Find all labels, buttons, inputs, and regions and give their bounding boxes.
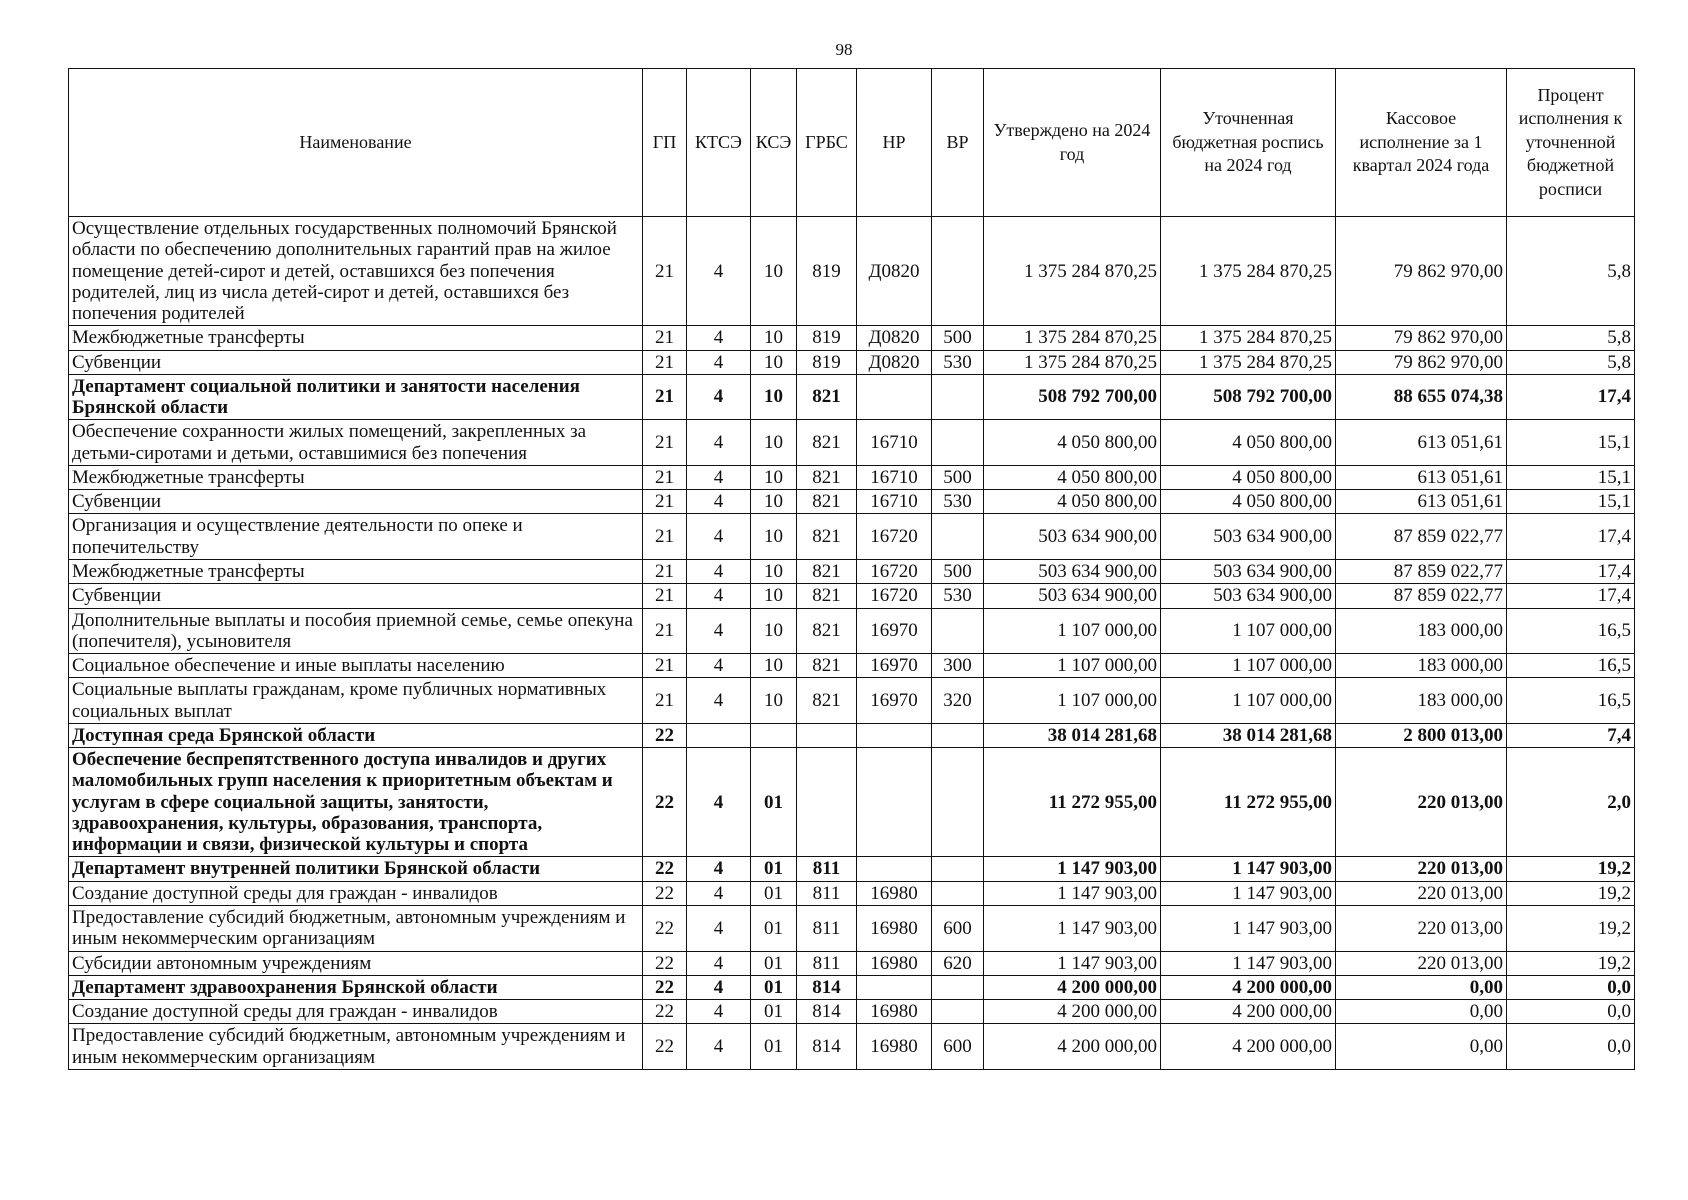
cell-name: Социальные выплаты гражданам, кроме публичных нормативных социальных выплат <box>69 678 643 724</box>
cell-name: Обеспечение сохранности жилых помещений, закрепленных за детьми-сиротами и детьми, оставшимися без попечения <box>69 420 643 466</box>
cell-kse: 01 <box>751 1000 797 1024</box>
page-number: 98 <box>835 40 853 59</box>
cell-ktse: 4 <box>687 326 751 350</box>
cell-percent: 15,1 <box>1507 420 1635 466</box>
cell-percent: 16,5 <box>1507 608 1635 654</box>
cell-name: Создание доступной среды для граждан - инвалидов <box>69 1000 643 1024</box>
cell-ktse: 4 <box>687 881 751 905</box>
cell-vr <box>932 217 984 326</box>
cell-kse: 10 <box>751 654 797 678</box>
cell-grbs: 811 <box>797 905 857 951</box>
cell-refined: 503 634 900,00 <box>1161 559 1336 583</box>
cell-refined: 1 107 000,00 <box>1161 654 1336 678</box>
cell-refined: 11 272 955,00 <box>1161 748 1336 857</box>
cell-ktse: 4 <box>687 420 751 466</box>
cell-gp: 21 <box>643 465 687 489</box>
cell-nr: 16970 <box>857 608 932 654</box>
cell-gp: 21 <box>643 217 687 326</box>
cell-approved: 508 792 700,00 <box>984 374 1161 420</box>
cell-nr: 16970 <box>857 678 932 724</box>
cell-name: Департамент внутренней политики Брянской области <box>69 857 643 881</box>
cell-grbs: 819 <box>797 326 857 350</box>
cell-percent: 17,4 <box>1507 374 1635 420</box>
cell-cash: 79 862 970,00 <box>1336 350 1507 374</box>
cell-percent: 19,2 <box>1507 905 1635 951</box>
cell-vr: 600 <box>932 905 984 951</box>
cell-grbs: 811 <box>797 881 857 905</box>
cell-name: Субсидии автономным учреждениям <box>69 951 643 975</box>
cell-kse <box>751 723 797 747</box>
cell-gp: 22 <box>643 975 687 999</box>
cell-vr <box>932 608 984 654</box>
cell-approved: 1 147 903,00 <box>984 905 1161 951</box>
cell-name: Предоставление субсидий бюджетным, автономным учреждениям и иным некоммерческим организациям <box>69 1024 643 1070</box>
table-row <box>69 465 1635 489</box>
cell-percent: 0,0 <box>1507 1000 1635 1024</box>
cell-ktse: 4 <box>687 559 751 583</box>
cell-kse: 01 <box>751 951 797 975</box>
cell-ktse: 4 <box>687 678 751 724</box>
cell-ktse: 4 <box>687 951 751 975</box>
cell-gp: 22 <box>643 723 687 747</box>
cell-gp: 22 <box>643 905 687 951</box>
cell-nr: 16980 <box>857 951 932 975</box>
cell-grbs: 821 <box>797 608 857 654</box>
cell-percent: 19,2 <box>1507 881 1635 905</box>
cell-vr <box>932 857 984 881</box>
table-row <box>69 881 1635 905</box>
cell-nr: 16980 <box>857 905 932 951</box>
cell-name: Социальное обеспечение и иные выплаты населению <box>69 654 643 678</box>
cell-vr <box>932 420 984 466</box>
cell-name: Субвенции <box>69 350 643 374</box>
cell-name: Департамент здравоохранения Брянской области <box>69 975 643 999</box>
cell-refined: 503 634 900,00 <box>1161 584 1336 608</box>
cell-ktse: 4 <box>687 465 751 489</box>
cell-ktse <box>687 723 751 747</box>
cell-grbs: 821 <box>797 654 857 678</box>
cell-nr: 16980 <box>857 1024 932 1070</box>
cell-percent: 5,8 <box>1507 326 1635 350</box>
cell-cash: 183 000,00 <box>1336 608 1507 654</box>
cell-cash: 2 800 013,00 <box>1336 723 1507 747</box>
cell-refined: 1 375 284 870,25 <box>1161 217 1336 326</box>
cell-name: Организация и осуществление деятельности по опеке и попечительству <box>69 514 643 560</box>
cell-nr <box>857 723 932 747</box>
cell-nr <box>857 857 932 881</box>
cell-nr: 16720 <box>857 584 932 608</box>
cell-percent: 17,4 <box>1507 559 1635 583</box>
cell-nr: 16980 <box>857 1000 932 1024</box>
cell-vr: 530 <box>932 350 984 374</box>
cell-approved: 11 272 955,00 <box>984 748 1161 857</box>
cell-ktse: 4 <box>687 1000 751 1024</box>
cell-cash: 0,00 <box>1336 1000 1507 1024</box>
cell-kse: 01 <box>751 975 797 999</box>
cell-gp: 21 <box>643 374 687 420</box>
cell-percent: 17,4 <box>1507 514 1635 560</box>
table-row <box>69 975 1635 999</box>
cell-approved: 1 147 903,00 <box>984 881 1161 905</box>
table-row <box>69 678 1635 724</box>
cell-grbs: 821 <box>797 420 857 466</box>
header-cash: Кассовое исполнение за 1 квартал 2024 года <box>1336 69 1507 217</box>
cell-kse: 10 <box>751 559 797 583</box>
cell-ktse: 4 <box>687 514 751 560</box>
cell-cash: 87 859 022,77 <box>1336 584 1507 608</box>
cell-gp: 21 <box>643 678 687 724</box>
table-row <box>69 1000 1635 1024</box>
cell-kse: 10 <box>751 374 797 420</box>
cell-vr: 530 <box>932 584 984 608</box>
cell-name: Предоставление субсидий бюджетным, автономным учреждениям и иным некоммерческим организациям <box>69 905 643 951</box>
cell-name: Субвенции <box>69 490 643 514</box>
cell-approved: 4 200 000,00 <box>984 975 1161 999</box>
table-row <box>69 374 1635 420</box>
header-percent: Процент исполнения к уточненной бюджетной росписи <box>1507 69 1635 217</box>
cell-approved: 4 050 800,00 <box>984 490 1161 514</box>
cell-vr: 320 <box>932 678 984 724</box>
cell-approved: 1 147 903,00 <box>984 857 1161 881</box>
cell-nr <box>857 374 932 420</box>
cell-refined: 4 200 000,00 <box>1161 975 1336 999</box>
table-row <box>69 951 1635 975</box>
cell-grbs: 821 <box>797 514 857 560</box>
cell-ktse: 4 <box>687 490 751 514</box>
cell-kse: 01 <box>751 857 797 881</box>
cell-vr <box>932 374 984 420</box>
cell-refined: 4 050 800,00 <box>1161 465 1336 489</box>
cell-vr <box>932 723 984 747</box>
cell-percent: 16,5 <box>1507 678 1635 724</box>
cell-percent: 19,2 <box>1507 951 1635 975</box>
cell-cash: 87 859 022,77 <box>1336 559 1507 583</box>
cell-kse: 10 <box>751 490 797 514</box>
table-row <box>69 326 1635 350</box>
cell-kse: 10 <box>751 678 797 724</box>
cell-vr: 500 <box>932 465 984 489</box>
table-row <box>69 1024 1635 1070</box>
cell-kse: 01 <box>751 881 797 905</box>
cell-name: Межбюджетные трансферты <box>69 465 643 489</box>
cell-approved: 1 147 903,00 <box>984 951 1161 975</box>
cell-approved: 1 107 000,00 <box>984 654 1161 678</box>
cell-kse: 10 <box>751 514 797 560</box>
cell-approved: 503 634 900,00 <box>984 584 1161 608</box>
cell-approved: 38 014 281,68 <box>984 723 1161 747</box>
cell-cash: 88 655 074,38 <box>1336 374 1507 420</box>
cell-nr <box>857 748 932 857</box>
cell-refined: 503 634 900,00 <box>1161 514 1336 560</box>
cell-vr <box>932 881 984 905</box>
cell-vr: 600 <box>932 1024 984 1070</box>
cell-kse: 01 <box>751 905 797 951</box>
cell-nr: 16970 <box>857 654 932 678</box>
cell-approved: 503 634 900,00 <box>984 559 1161 583</box>
cell-refined: 4 200 000,00 <box>1161 1024 1336 1070</box>
header-vr: ВР <box>932 69 984 217</box>
cell-ktse: 4 <box>687 975 751 999</box>
cell-ktse: 4 <box>687 374 751 420</box>
budget-table <box>68 68 1635 1070</box>
cell-kse: 10 <box>751 350 797 374</box>
cell-cash: 0,00 <box>1336 1024 1507 1070</box>
cell-gp: 22 <box>643 951 687 975</box>
cell-refined: 1 147 903,00 <box>1161 905 1336 951</box>
cell-name: Доступная среда Брянской области <box>69 723 643 747</box>
header-refined: Уточненная бюджетная роспись на 2024 год <box>1161 69 1336 217</box>
cell-grbs: 821 <box>797 678 857 724</box>
header-kse: КСЭ <box>751 69 797 217</box>
cell-percent: 2,0 <box>1507 748 1635 857</box>
table-row <box>69 905 1635 951</box>
cell-refined: 4 050 800,00 <box>1161 490 1336 514</box>
cell-approved: 4 200 000,00 <box>984 1000 1161 1024</box>
cell-cash: 220 013,00 <box>1336 881 1507 905</box>
cell-grbs: 821 <box>797 374 857 420</box>
cell-ktse: 4 <box>687 608 751 654</box>
cell-percent: 7,4 <box>1507 723 1635 747</box>
cell-gp: 22 <box>643 748 687 857</box>
cell-gp: 22 <box>643 881 687 905</box>
cell-gp: 21 <box>643 559 687 583</box>
cell-vr: 620 <box>932 951 984 975</box>
header-name: Наименование <box>69 69 643 217</box>
table-body <box>69 217 1635 1070</box>
cell-vr: 300 <box>932 654 984 678</box>
header-nr: НР <box>857 69 932 217</box>
cell-cash: 183 000,00 <box>1336 654 1507 678</box>
cell-grbs: 819 <box>797 350 857 374</box>
cell-refined: 1 375 284 870,25 <box>1161 326 1336 350</box>
cell-gp: 21 <box>643 326 687 350</box>
cell-refined: 1 147 903,00 <box>1161 881 1336 905</box>
cell-percent: 16,5 <box>1507 654 1635 678</box>
cell-nr: Д0820 <box>857 217 932 326</box>
table-row <box>69 748 1635 857</box>
cell-kse: 10 <box>751 584 797 608</box>
cell-nr: 16710 <box>857 490 932 514</box>
cell-cash: 79 862 970,00 <box>1336 217 1507 326</box>
cell-percent: 5,8 <box>1507 217 1635 326</box>
cell-vr <box>932 514 984 560</box>
table-row <box>69 654 1635 678</box>
cell-name: Создание доступной среды для граждан - инвалидов <box>69 881 643 905</box>
cell-kse: 10 <box>751 326 797 350</box>
cell-nr: 16720 <box>857 514 932 560</box>
cell-kse: 10 <box>751 217 797 326</box>
cell-nr: Д0820 <box>857 350 932 374</box>
table-row <box>69 559 1635 583</box>
cell-grbs: 811 <box>797 857 857 881</box>
cell-vr <box>932 1000 984 1024</box>
cell-percent: 17,4 <box>1507 584 1635 608</box>
cell-ktse: 4 <box>687 654 751 678</box>
cell-grbs <box>797 723 857 747</box>
cell-grbs: 821 <box>797 465 857 489</box>
cell-name: Обеспечение беспрепятственного доступа инвалидов и других маломобильных групп населения к приоритетным объектам и услугам в сфере социальной защиты, занятости, здравоохранения, культуры, образования, транспорта, информации и связи, физической культуры и спорта <box>69 748 643 857</box>
cell-vr: 500 <box>932 326 984 350</box>
cell-approved: 4 200 000,00 <box>984 1024 1161 1070</box>
cell-ktse: 4 <box>687 857 751 881</box>
cell-name: Департамент социальной политики и занятости населения Брянской области <box>69 374 643 420</box>
cell-cash: 79 862 970,00 <box>1336 326 1507 350</box>
cell-percent: 15,1 <box>1507 465 1635 489</box>
cell-nr: 16720 <box>857 559 932 583</box>
header-gp: ГП <box>643 69 687 217</box>
cell-refined: 508 792 700,00 <box>1161 374 1336 420</box>
table-row <box>69 490 1635 514</box>
cell-cash: 220 013,00 <box>1336 951 1507 975</box>
table-row <box>69 217 1635 326</box>
cell-nr: Д0820 <box>857 326 932 350</box>
table-row <box>69 723 1635 747</box>
cell-gp: 21 <box>643 608 687 654</box>
table-row <box>69 350 1635 374</box>
cell-vr <box>932 748 984 857</box>
cell-approved: 503 634 900,00 <box>984 514 1161 560</box>
cell-vr: 530 <box>932 490 984 514</box>
table-row <box>69 514 1635 560</box>
cell-name: Субвенции <box>69 584 643 608</box>
cell-name: Дополнительные выплаты и пособия приемной семье, семье опекуна (попечителя), усыновителя <box>69 608 643 654</box>
cell-gp: 21 <box>643 514 687 560</box>
cell-refined: 1 107 000,00 <box>1161 678 1336 724</box>
cell-grbs: 821 <box>797 584 857 608</box>
cell-gp: 21 <box>643 584 687 608</box>
cell-cash: 220 013,00 <box>1336 905 1507 951</box>
cell-gp: 21 <box>643 654 687 678</box>
cell-approved: 4 050 800,00 <box>984 465 1161 489</box>
cell-cash: 87 859 022,77 <box>1336 514 1507 560</box>
table-row <box>69 584 1635 608</box>
cell-grbs: 814 <box>797 1024 857 1070</box>
cell-percent: 0,0 <box>1507 975 1635 999</box>
cell-percent: 0,0 <box>1507 1024 1635 1070</box>
cell-cash: 220 013,00 <box>1336 748 1507 857</box>
cell-ktse: 4 <box>687 217 751 326</box>
cell-approved: 1 107 000,00 <box>984 608 1161 654</box>
header-grbs: ГРБС <box>797 69 857 217</box>
cell-cash: 183 000,00 <box>1336 678 1507 724</box>
cell-grbs: 814 <box>797 1000 857 1024</box>
cell-percent: 19,2 <box>1507 857 1635 881</box>
cell-kse: 10 <box>751 608 797 654</box>
cell-kse: 01 <box>751 1024 797 1070</box>
cell-approved: 1 375 284 870,25 <box>984 326 1161 350</box>
cell-grbs: 819 <box>797 217 857 326</box>
cell-percent: 5,8 <box>1507 350 1635 374</box>
table-row <box>69 420 1635 466</box>
cell-approved: 1 107 000,00 <box>984 678 1161 724</box>
cell-grbs <box>797 748 857 857</box>
cell-cash: 613 051,61 <box>1336 490 1507 514</box>
cell-gp: 21 <box>643 490 687 514</box>
cell-refined: 1 375 284 870,25 <box>1161 350 1336 374</box>
cell-ktse: 4 <box>687 350 751 374</box>
cell-gp: 21 <box>643 420 687 466</box>
cell-name: Осуществление отдельных государственных полномочий Брянской области по обеспечению дополнительных гарантий прав на жилое помещение детей-сирот и детей, оставшихся без попечения родителей, лиц из числа детей-сирот и детей, оставшихся без попечения родителей <box>69 217 643 326</box>
cell-approved: 4 050 800,00 <box>984 420 1161 466</box>
header-ktse: КТСЭ <box>687 69 751 217</box>
cell-cash: 613 051,61 <box>1336 420 1507 466</box>
cell-nr: 16980 <box>857 881 932 905</box>
cell-grbs: 821 <box>797 490 857 514</box>
cell-approved: 1 375 284 870,25 <box>984 217 1161 326</box>
cell-refined: 1 147 903,00 <box>1161 857 1336 881</box>
table-row <box>69 857 1635 881</box>
cell-approved: 1 375 284 870,25 <box>984 350 1161 374</box>
cell-grbs: 814 <box>797 975 857 999</box>
cell-kse: 10 <box>751 465 797 489</box>
cell-percent: 15,1 <box>1507 490 1635 514</box>
cell-gp: 22 <box>643 1000 687 1024</box>
cell-name: Межбюджетные трансферты <box>69 559 643 583</box>
cell-ktse: 4 <box>687 1024 751 1070</box>
cell-ktse: 4 <box>687 584 751 608</box>
cell-gp: 22 <box>643 857 687 881</box>
cell-nr <box>857 975 932 999</box>
cell-grbs: 821 <box>797 559 857 583</box>
table-row <box>69 608 1635 654</box>
cell-cash: 220 013,00 <box>1336 857 1507 881</box>
cell-gp: 22 <box>643 1024 687 1070</box>
cell-refined: 4 050 800,00 <box>1161 420 1336 466</box>
cell-ktse: 4 <box>687 748 751 857</box>
cell-kse: 10 <box>751 420 797 466</box>
cell-refined: 1 147 903,00 <box>1161 951 1336 975</box>
cell-refined: 4 200 000,00 <box>1161 1000 1336 1024</box>
cell-refined: 1 107 000,00 <box>1161 608 1336 654</box>
cell-name: Межбюджетные трансферты <box>69 326 643 350</box>
cell-cash: 0,00 <box>1336 975 1507 999</box>
header-approved: Утверждено на 2024 год <box>984 69 1161 217</box>
cell-vr <box>932 975 984 999</box>
cell-nr: 16710 <box>857 420 932 466</box>
cell-nr: 16710 <box>857 465 932 489</box>
cell-ktse: 4 <box>687 905 751 951</box>
header-row <box>69 69 1635 217</box>
cell-vr: 500 <box>932 559 984 583</box>
cell-kse: 01 <box>751 748 797 857</box>
cell-grbs: 811 <box>797 951 857 975</box>
cell-refined: 38 014 281,68 <box>1161 723 1336 747</box>
cell-gp: 21 <box>643 350 687 374</box>
cell-cash: 613 051,61 <box>1336 465 1507 489</box>
